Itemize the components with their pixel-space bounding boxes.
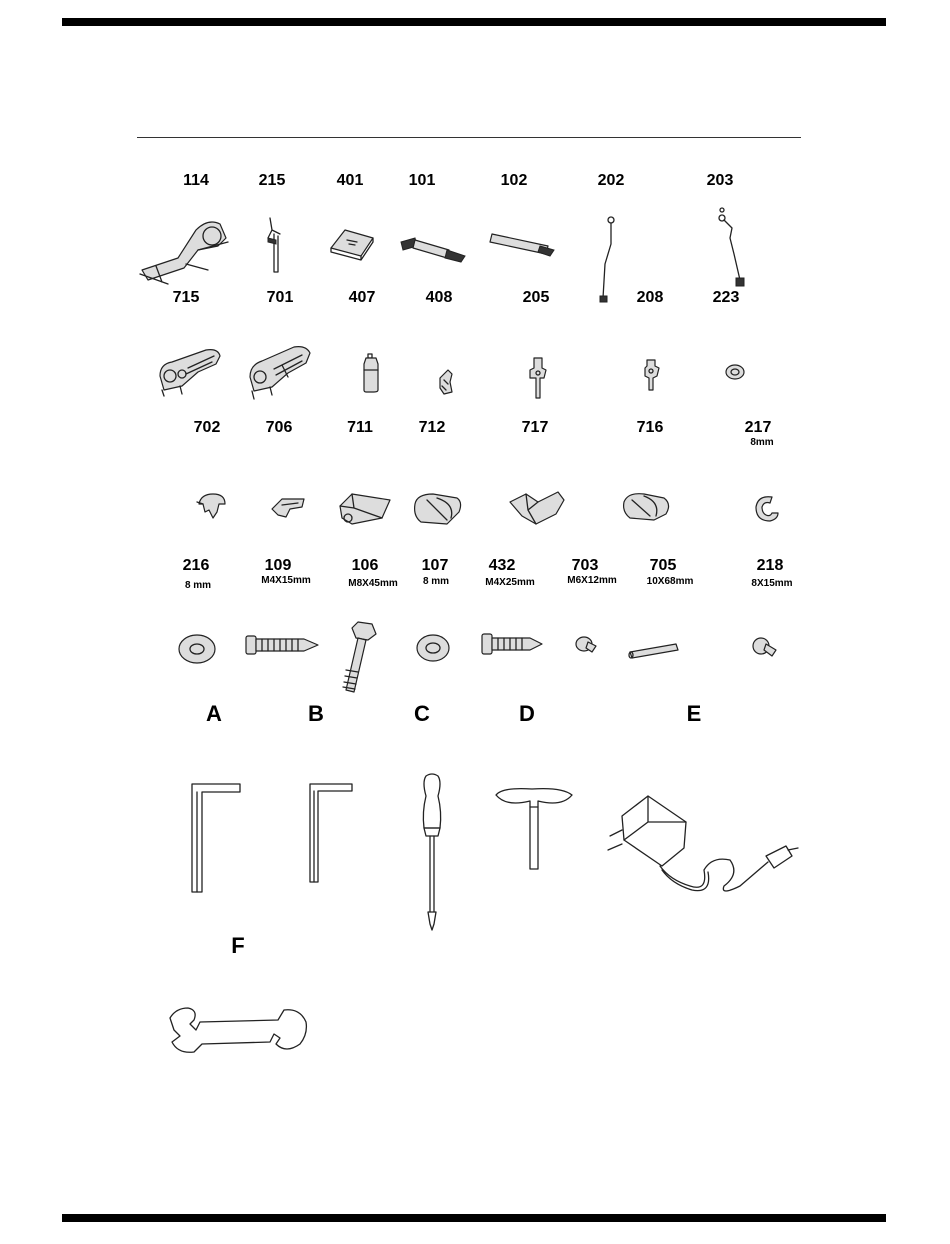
part-label-716: 716 (636, 419, 664, 436)
bolt-small-icon (750, 634, 778, 662)
tool-letter-b: B (308, 701, 324, 726)
pedal-arm-left-icon (597, 214, 621, 304)
part-label-703: 703 (571, 557, 599, 574)
bottle-holder-icon (436, 368, 456, 396)
nut-icon (724, 362, 746, 382)
part-label-407: 407 (348, 289, 376, 306)
part-label-107: 107 (421, 557, 449, 574)
part-label-706: 706 (265, 419, 293, 436)
pedal-arm-right-icon (716, 206, 746, 290)
part-size-106: M8X45mm (348, 578, 398, 589)
part-label-715: 715 (172, 289, 200, 306)
tool-letter-c: C (414, 701, 430, 726)
cover-clip-icon (195, 490, 229, 522)
tool-letter-d: D (519, 701, 535, 726)
tool-letter-a: A (206, 701, 222, 726)
part-label-705: 705 (649, 557, 677, 574)
screw-icon (244, 632, 322, 658)
part-size-432: M4X25mm (485, 577, 535, 588)
allen-key-large-icon (188, 782, 244, 896)
header-divider (137, 137, 801, 138)
part-label-701: 701 (266, 289, 294, 306)
tool-letter-f: F (231, 933, 245, 958)
part-label-408: 408 (425, 289, 453, 306)
part-size-217: 8mm (750, 437, 774, 448)
foam-grip-tube-icon (399, 236, 467, 264)
washer-icon (176, 632, 218, 666)
side-cover-right-icon (248, 343, 314, 401)
part-size-216: 8 mm (184, 580, 212, 591)
washer-small-icon (414, 632, 452, 664)
small-cover-icon (268, 495, 308, 519)
rail-cap-left-icon (334, 488, 394, 528)
button-bolt-icon (574, 634, 598, 656)
open-end-wrench-icon (166, 1004, 310, 1056)
c-clip-icon (752, 493, 782, 525)
part-label-712: 712 (418, 419, 446, 436)
part-size-109: M4X15mm (261, 575, 311, 586)
part-label-223: 223 (712, 289, 740, 306)
part-label-106: 106 (351, 557, 379, 574)
part-label-217: 217 (744, 419, 772, 436)
tool-letter-e: E (686, 701, 702, 726)
part-label-711: 711 (347, 419, 373, 436)
part-label-208: 208 (636, 289, 664, 306)
side-cover-left-icon (158, 346, 224, 398)
part-size-218: 8X15mm (751, 578, 793, 589)
sensor-bracket-icon (526, 356, 550, 400)
screwdriver-icon (414, 772, 450, 932)
part-label-101: 101 (408, 172, 436, 189)
handlebar-post-icon (264, 216, 286, 274)
allen-key-small-icon (306, 782, 356, 884)
part-label-102: 102 (500, 172, 528, 189)
part-label-702: 702 (193, 419, 221, 436)
hex-bolt-icon (330, 620, 380, 696)
part-label-717: 717 (521, 419, 549, 436)
water-bottle-icon (360, 352, 382, 394)
bottom-border-bar (62, 1214, 886, 1222)
part-label-401: 401 (336, 172, 364, 189)
part-label-215: 215 (258, 172, 286, 189)
stabilizer-tube-icon (488, 230, 558, 258)
elliptical-frame-icon (138, 212, 233, 287)
axle-rod-icon (626, 640, 682, 662)
pivot-bushing-icon (641, 358, 663, 392)
part-label-109: 109 (264, 557, 292, 574)
power-adapter-icon (600, 790, 800, 910)
top-border-bar (62, 18, 886, 26)
part-size-703: M6X12mm (567, 575, 617, 586)
rail-cap-round-icon (411, 490, 463, 528)
part-label-205: 205 (522, 289, 550, 306)
end-cap-icon (620, 490, 672, 522)
part-label-114: 114 (183, 172, 209, 189)
front-cover-icon (508, 488, 566, 528)
part-label-216: 216 (182, 557, 210, 574)
part-size-107: 8 mm (422, 576, 450, 587)
part-label-203: 203 (706, 172, 734, 189)
part-size-705: 10X68mm (646, 576, 694, 587)
part-label-202: 202 (597, 172, 625, 189)
part-label-218: 218 (756, 557, 784, 574)
console-pad-icon (329, 226, 375, 260)
t-handle-wrench-icon (492, 785, 576, 873)
long-screw-icon (480, 630, 546, 658)
part-label-432: 432 (488, 557, 516, 574)
